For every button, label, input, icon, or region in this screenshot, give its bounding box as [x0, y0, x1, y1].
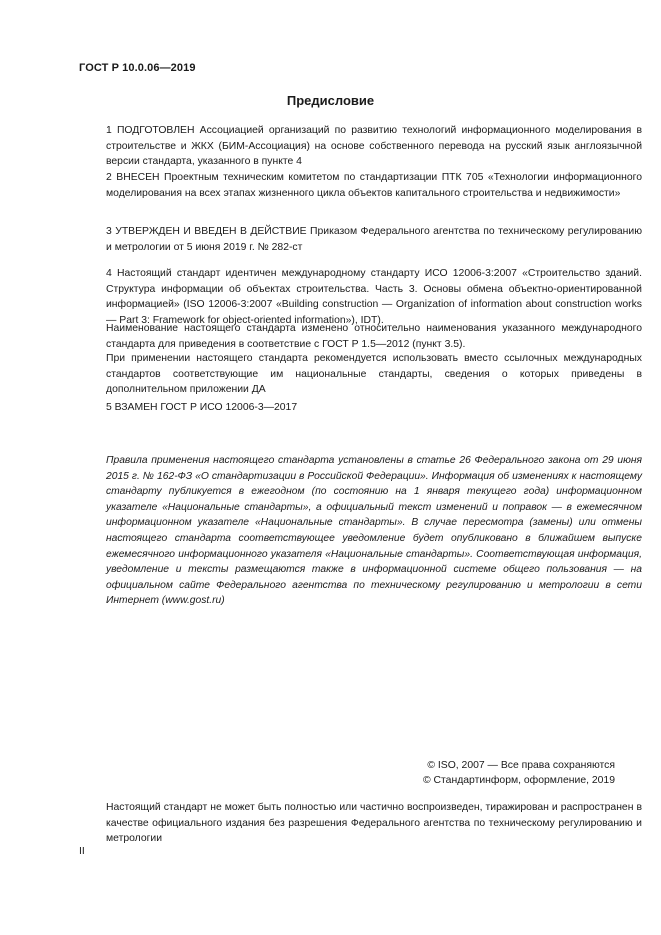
- page-title: Предисловие: [286, 93, 375, 108]
- standard-code: ГОСТ Р 10.0.06—2019: [79, 62, 196, 74]
- paragraph-references: При применении настоящего стандарта рекомендуется использовать вместо ссылочных международных стандартов соответствующие им национальные стандарты, сведения о которых приведены в дополнительном приложении ДА: [106, 353, 642, 396]
- paragraph-identical: 4 Настоящий стандарт идентичен международному стандарту ИСО 12006-3:2007 «Строительство зданий. Структура информации об объектах строительства. Часть 3. Основы обмена объектно-ориентированной информацией» (ISO 12006-3:2007 «Building construction — Organization of information about construction works — Part 3: Framework for object-oriented information»), IDT).: [106, 268, 642, 326]
- paragraph-approved: 3 УТВЕРЖДЕН И ВВЕДЕН В ДЕЙСТВИЕ Приказом Федерального агентства по техническому регулированию и метрологии от 5 июня 2019 г. № 282-ст: [106, 226, 642, 253]
- copyright-standartinform: © Стандартинформ, оформление, 2019: [422, 775, 615, 786]
- copyright-iso: © ISO, 2007 — Все права сохраняются: [427, 760, 615, 771]
- reproduction-notice: Настоящий стандарт не может быть полностью или частично воспроизведен, тиражирован и распространен в качестве официального издания без разрешения Федерального агентства по техническому регулированию и метрологии: [106, 802, 642, 845]
- paragraph-prepared: 1 ПОДГОТОВЛЕН Ассоциацией организаций по развитию технологий информационного моделирования в строительстве и ЖКХ (БИМ-Ассоциация) на основе собственного перевода на русский язык англоязычной версии стандарта, указанного в пункте 4: [106, 125, 642, 168]
- page-number: II: [79, 846, 85, 857]
- paragraph-rules-of-application: Правила применения настоящего стандарта установлены в статье 26 Федерального закона от 29 июня 2015 г. № 162-ФЗ «О стандартизации в Российской Федерации». Информация об изменениях к настоящему стандарту публикуется в ежегодном (по состоянию на 1 января текущего года) информационном указателе «Национальные стандарты», а официальный текст изменений и поправок — в ежемесячном информационном указателе «Национальные стандарты». В случае пересмотра (замены) или отмены настоящего стандарта соответствующее уведомление будет опубликовано в ближайшем выпуске ежемесячного информационного указателя «Национальные стандарты». Соответствующая информация, уведомление и тексты размещаются также в информационной системе общего пользования — на официальном сайте Федерального агентства по техническому регулированию и метрологии в сети Интернет (www.gost.ru): [106, 455, 642, 607]
- paragraph-replaces: 5 ВЗАМЕН ГОСТ Р ИСО 12006-3—2017: [106, 402, 298, 413]
- paragraph-introduced: 2 ВНЕСЕН Проектным техническим комитетом по стандартизации ПТК 705 «Технологии информационного моделирования на всех этапах жизненного цикла объектов капитального строительства и недвижимости»: [106, 172, 642, 199]
- paragraph-name-changed: Наименование настоящего стандарта изменено относительно наименования указанного международного стандарта для приведения в соответствие с ГОСТ Р 1.5—2012 (пункт 3.5).: [106, 323, 642, 350]
